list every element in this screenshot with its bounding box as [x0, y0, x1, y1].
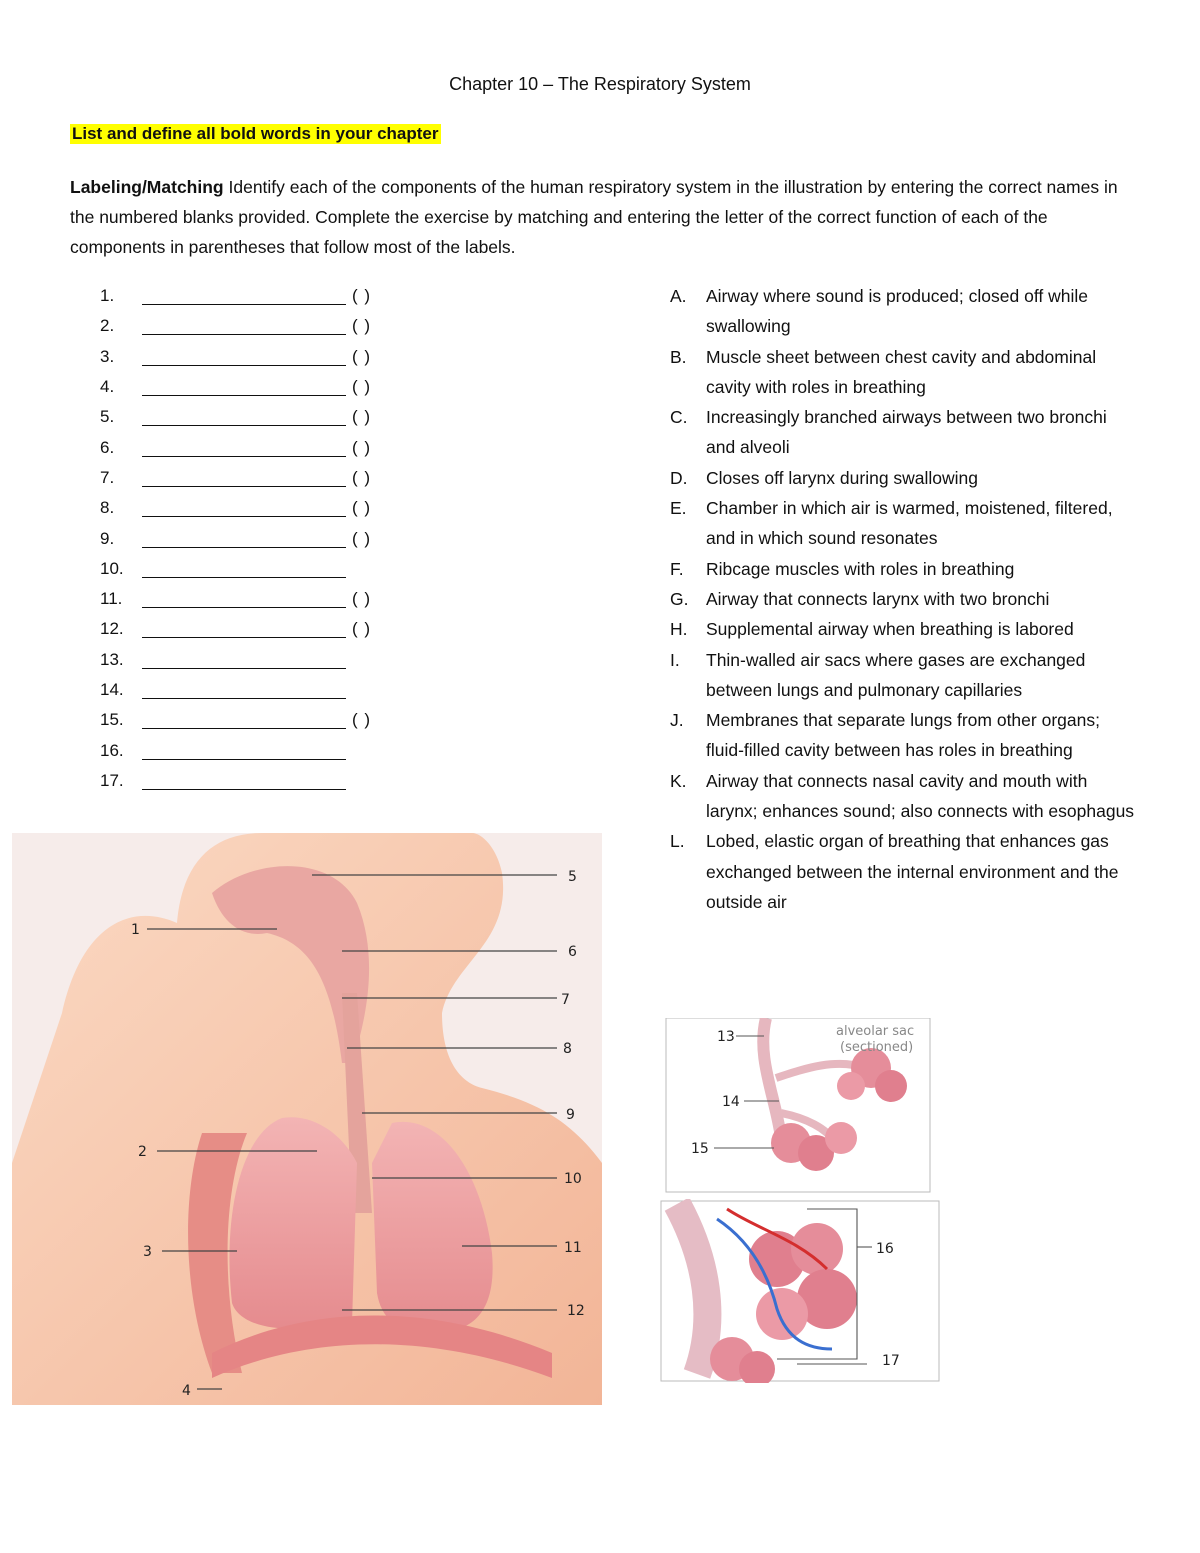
function-letter: C.	[670, 407, 688, 428]
answer-blank-row	[100, 493, 400, 523]
answer-blank-line[interactable]	[142, 590, 346, 608]
function-letter: I.	[670, 649, 680, 670]
answer-blank-line[interactable]	[142, 772, 346, 790]
answer-blank-row	[100, 645, 400, 675]
figure-label-15: 15	[691, 1141, 709, 1157]
figure-label-8: 8	[563, 1041, 572, 1057]
intro-paragraph	[70, 172, 1130, 262]
function-item	[670, 705, 1140, 766]
function-item	[670, 614, 1140, 644]
answer-blank-line[interactable]	[142, 317, 346, 335]
answer-blank-row	[100, 463, 400, 493]
answer-blank-number: 15.	[100, 710, 124, 730]
function-letter: F.	[670, 558, 684, 579]
alveolar-caption-line1: alveolar sac	[836, 1024, 915, 1039]
function-text: Lobed, elastic organ of breathing that enhances gas exchanged between the internal environment and the outside air	[706, 831, 1119, 912]
function-item	[670, 493, 1140, 554]
function-text: Ribcage muscles with roles in breathing	[706, 558, 1015, 579]
answer-blank-row	[100, 584, 400, 614]
answer-blank-number: 2.	[100, 316, 115, 336]
figure-label-11: 11	[564, 1240, 582, 1256]
answer-blank-line[interactable]	[142, 711, 346, 729]
function-item	[670, 584, 1140, 614]
page-title: Chapter 10 – The Respiratory System	[449, 74, 751, 94]
figure-label-13: 13	[717, 1029, 735, 1045]
function-letter-parens[interactable]: ( )	[352, 407, 372, 427]
function-letter-parens[interactable]: ( )	[352, 498, 372, 518]
alveolar-sac-figure	[656, 1018, 931, 1193]
answer-blanks-list	[100, 281, 400, 796]
function-letter-parens[interactable]: ( )	[352, 710, 372, 730]
function-text: Chamber in which air is warmed, moistened, filtered, and in which sound resonates	[706, 498, 1113, 549]
function-item	[670, 554, 1140, 584]
answer-blank-row	[100, 705, 400, 735]
answer-blank-line[interactable]	[142, 620, 346, 638]
answer-blank-row	[100, 614, 400, 644]
figure-label-5: 5	[568, 869, 577, 885]
function-letter-parens[interactable]: ( )	[352, 346, 372, 366]
function-list	[670, 281, 1140, 917]
answer-blank-row	[100, 523, 400, 553]
function-item	[670, 342, 1140, 403]
function-letter-parens[interactable]: ( )	[352, 589, 372, 609]
function-text: Airway that connects larynx with two bronchi	[706, 588, 1050, 609]
function-letter: B.	[670, 346, 687, 367]
function-letter: J.	[670, 710, 684, 731]
answer-blank-number: 14.	[100, 680, 124, 699]
function-text: Supplemental airway when breathing is labored	[706, 619, 1074, 640]
respiratory-system-figure	[12, 833, 602, 1405]
answer-blank-number: 16.	[100, 740, 124, 760]
function-letter-parens[interactable]: ( )	[352, 467, 372, 487]
function-letter: A.	[670, 286, 687, 306]
answer-blank-line[interactable]	[142, 530, 346, 548]
figure-label-3: 3	[143, 1244, 152, 1260]
intro-bold-lead: Labeling/Matching	[70, 177, 224, 197]
figure-label-14: 14	[722, 1094, 740, 1110]
alveolar-caption-line2: (sectioned)	[840, 1040, 914, 1055]
answer-blank-row	[100, 735, 400, 765]
answer-blank-line[interactable]	[142, 439, 346, 457]
function-letter-parens[interactable]: ( )	[352, 377, 372, 397]
answer-blank-number: 17.	[100, 770, 124, 790]
answer-blank-number: 4.	[100, 377, 115, 397]
instruction-highlight: List and define all bold words in your chapter	[72, 124, 439, 143]
function-letter: L.	[670, 831, 685, 852]
figure-label-4: 4	[182, 1383, 191, 1399]
figure-label-9: 9	[566, 1107, 575, 1123]
function-letter-parens[interactable]: ( )	[352, 528, 372, 548]
function-text: Thin-walled air sacs where gases are exchanged between lungs and pulmonary capillaries	[706, 649, 1086, 700]
answer-blank-line[interactable]	[142, 560, 346, 578]
figure-label-17: 17	[882, 1353, 900, 1369]
function-text: Increasingly branched airways between two bronchi and alveoli	[706, 407, 1107, 458]
answer-blank-row	[100, 554, 400, 584]
answer-blank-row	[100, 342, 400, 372]
answer-blank-row	[100, 372, 400, 402]
answer-blank-row	[100, 311, 400, 341]
answer-blank-row	[100, 766, 400, 796]
function-text: Closes off larynx during swallowing	[706, 467, 979, 488]
answer-blank-line[interactable]	[142, 742, 346, 760]
function-letter: D.	[670, 467, 688, 488]
answer-blank-line[interactable]	[142, 348, 346, 366]
function-letter: G.	[670, 588, 689, 609]
function-item	[670, 645, 1140, 706]
answer-blank-line[interactable]	[142, 499, 346, 517]
function-text: Airway where sound is produced; closed off while swallowing	[706, 286, 1088, 337]
answer-blank-row	[100, 432, 400, 462]
answer-blank-row	[100, 402, 400, 432]
figure-label-6: 6	[568, 944, 577, 960]
function-item	[670, 463, 1140, 493]
function-letter: K.	[670, 770, 687, 791]
figure-label-12: 12	[567, 1303, 585, 1319]
function-item	[670, 402, 1140, 463]
answer-blank-number: 13.	[100, 649, 124, 669]
answer-blank-number: 5.	[100, 407, 115, 427]
answer-blank-line[interactable]	[142, 651, 346, 669]
answer-blank-row	[100, 281, 400, 311]
answer-blank-row	[100, 675, 400, 705]
answer-blank-line[interactable]	[142, 681, 346, 699]
answer-blank-number: 10.	[100, 558, 124, 578]
figure-label-16: 16	[876, 1241, 894, 1257]
function-text: Membranes that separate lungs from other organs; fluid-filled cavity between has roles in breathing	[706, 710, 1100, 761]
function-item	[670, 281, 1140, 342]
answer-blank-number: 12.	[100, 619, 124, 639]
answer-blank-line[interactable]	[142, 378, 346, 396]
function-letter: E.	[670, 498, 687, 519]
intro-text: Identify each of the components of the human respiratory system in the illustration by entering the correct names in the numbered blanks provided. Complete the exercise by matching and entering the letter of the correct function of each of the components in parentheses that follow most of the labels.	[70, 177, 1118, 257]
answer-blank-number: 3.	[100, 346, 115, 366]
answer-blank-number: 1.	[100, 286, 115, 306]
figure-label-1: 1	[131, 922, 140, 938]
function-text: Airway that connects nasal cavity and mouth with larynx; enhances sound; also connects with esophagus	[706, 770, 1135, 822]
answer-blank-line[interactable]	[142, 287, 346, 305]
figure-label-2: 2	[138, 1144, 147, 1160]
capillary-network-figure	[657, 1199, 941, 1383]
answer-blank-number: 9.	[100, 528, 115, 548]
answer-blank-number: 11.	[100, 589, 123, 609]
function-letter-parens[interactable]: ( )	[352, 316, 372, 336]
answer-blank-line[interactable]	[142, 408, 346, 426]
figure-label-7: 7	[561, 992, 570, 1008]
function-letter-parens[interactable]: ( )	[352, 619, 372, 639]
figure-label-10: 10	[564, 1171, 582, 1187]
function-letter: H.	[670, 619, 688, 640]
answer-blank-number: 6.	[100, 437, 115, 457]
answer-blank-number: 8.	[100, 498, 115, 518]
function-item	[670, 766, 1140, 827]
function-letter-parens[interactable]: ( )	[352, 437, 372, 457]
function-item	[670, 826, 1140, 917]
function-letter-parens[interactable]: ( )	[352, 286, 372, 306]
answer-blank-line[interactable]	[142, 469, 346, 487]
function-text: Muscle sheet between chest cavity and abdominal cavity with roles in breathing	[706, 346, 1097, 397]
answer-blank-number: 7.	[100, 467, 115, 487]
